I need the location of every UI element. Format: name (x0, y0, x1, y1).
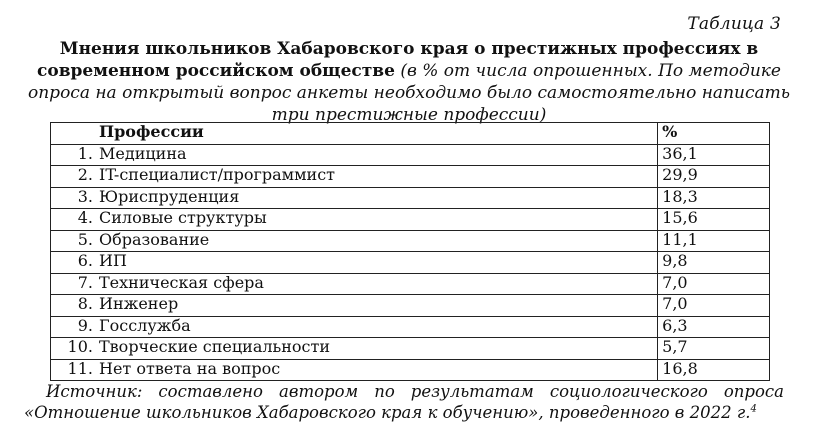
row-number: 3. (77, 186, 93, 206)
percent-cell: 6,3 (658, 316, 770, 338)
table-row (51, 359, 770, 381)
row-number: 10. (67, 337, 93, 356)
profession-cell (51, 316, 658, 338)
percent-cell: 15,6 (658, 209, 770, 231)
table-row (51, 209, 770, 231)
source-note (24, 381, 784, 423)
row-number: 11. (67, 358, 93, 378)
row-number: 7. (77, 272, 93, 292)
table-row (51, 316, 770, 338)
row-number: 9. (77, 315, 93, 335)
footnote-mark: 4 (750, 403, 757, 415)
profession-cell (51, 144, 658, 166)
percent-cell: 7,0 (658, 273, 770, 295)
table-caption (24, 38, 794, 126)
header-professions: Профессии (51, 123, 658, 145)
table-row (51, 187, 770, 209)
source-line-2: «Отношение школьников Хабаровского края к обучению», проведенного в 2022 г.$^4$ (24, 403, 757, 422)
row-number: 2. (77, 165, 93, 184)
profession-cell (51, 295, 658, 317)
table-body (51, 144, 770, 381)
percent-cell: 7,0 (658, 295, 770, 317)
profession-cell (51, 230, 658, 252)
profession-cell (51, 359, 658, 381)
table-row (51, 338, 770, 360)
row-number: 4. (77, 208, 93, 227)
row-number: 5. (77, 229, 93, 249)
profession-name: IT-специалист/программист (99, 165, 336, 184)
profession-name: Юриспруденция (99, 186, 240, 206)
percent-cell: 18,3 (658, 187, 770, 209)
table-row (51, 252, 770, 274)
table-row (51, 273, 770, 295)
table-header-row (51, 123, 770, 145)
profession-name: Госслужба (99, 315, 191, 335)
profession-name: ИП (99, 251, 127, 270)
profession-cell (51, 166, 658, 188)
table-label: Таблица 3 (687, 14, 781, 34)
row-number: 6. (77, 251, 93, 270)
percent-cell: 9,8 (658, 252, 770, 274)
percent-cell: 29,9 (658, 166, 770, 188)
profession-name: Творческие специальности (99, 337, 331, 356)
profession-cell (51, 187, 658, 209)
percent-cell: 5,7 (658, 338, 770, 360)
row-number: 8. (77, 294, 93, 313)
table-row (51, 144, 770, 166)
table-row (51, 166, 770, 188)
profession-name: Техническая сфера (99, 272, 264, 292)
table-row (51, 230, 770, 252)
profession-name: Образование (99, 229, 210, 249)
profession-name: Медицина (99, 143, 187, 163)
table-row (51, 295, 770, 317)
percent-cell: 36,1 (658, 144, 770, 166)
profession-cell (51, 252, 658, 274)
caption-note: (в % от числа опрошенных. По методике опроса на открытый вопрос анкеты необходимо было самостоятельно написать три престижные профессии) (28, 61, 790, 125)
profession-cell (51, 273, 658, 295)
professions-table (50, 122, 770, 381)
percent-cell: 11,1 (658, 230, 770, 252)
profession-name: Силовые структуры (99, 208, 267, 227)
row-number: 1. (77, 143, 93, 163)
profession-name: Нет ответа на вопрос (99, 358, 281, 378)
profession-name: Инженер (99, 294, 179, 313)
profession-cell (51, 209, 658, 231)
percent-cell: 16,8 (658, 359, 770, 381)
caption-title: Мнения школьников Хабаровского края о престижных профессиях в современном российском обществе (37, 39, 759, 81)
header-percent: % (658, 123, 770, 145)
source-line-1: Источник: составлено автором по результатам социологического опроса (46, 382, 784, 401)
profession-cell (51, 338, 658, 360)
